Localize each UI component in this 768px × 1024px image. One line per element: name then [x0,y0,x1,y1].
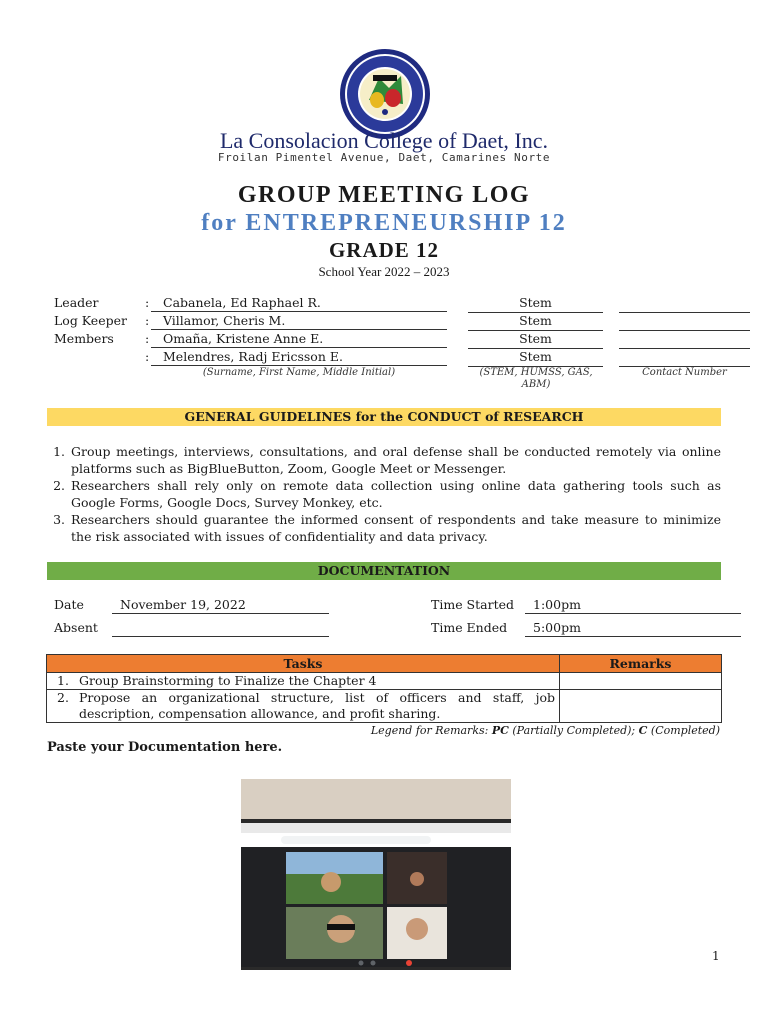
member-name-field[interactable]: Melendres, Radj Ericsson E. [151,349,447,366]
grade-title: GRADE 12 [328,238,440,262]
member-contact-field[interactable] [619,313,750,331]
table-row [47,690,722,723]
guidelines-heading: GENERAL GUIDELINES for the CONDUCT of RESEARCH [47,408,721,426]
page-number: 1 [712,949,720,963]
member-contact-field[interactable] [619,295,750,313]
absent-label: Absent [54,620,98,635]
strand-hint: (STEM, HUMSS, GAS, ABM) [479,367,593,390]
remarks-legend [371,724,720,737]
member-name-field[interactable]: Omaña, Kristene Anne E. [151,331,447,348]
subject-title: for ENTREPRENEURSHIP 12 [201,210,567,236]
legend-prefix: Legend for Remarks: [370,724,492,737]
form-title: GROUP MEETING LOG [237,182,531,208]
time-ended-label: Time Ended [431,620,508,635]
paste-documentation-label: Paste your Documentation here. [47,740,283,755]
table-row [47,673,722,690]
task-text: Group Brainstorming to Finalize the Chapter 4 [79,673,377,688]
time-ended-field[interactable]: 5:00pm [525,620,741,637]
date-field[interactable]: November 19, 2022 [112,597,329,614]
member-name-field[interactable]: Cabanela, Ed Raphael R. [151,295,447,312]
task-number: 1. [57,673,69,688]
remarks-column-header: Remarks [560,655,722,673]
task-cell[interactable] [47,673,560,690]
guidelines-list [47,443,721,545]
documentation-heading: DOCUMENTATION [47,562,721,580]
member-strand-field[interactable]: Stem [468,313,603,331]
role-label: Members [54,331,114,346]
role-label: Log Keeper [54,313,127,328]
date-label: Date [54,597,84,612]
contact-hint: Contact Number [642,367,727,378]
colon: : [145,349,150,364]
school-year: School Year 2022 – 2023 [318,264,450,279]
time-started-field[interactable]: 1:00pm [525,597,741,614]
guideline-item: 2. Researchers shall rely only on remote data collection using online data gathering tools such as Google Forms, Google Docs, Survey Monkey, etc. [69,477,721,511]
member-strand-field[interactable]: Stem [468,349,603,367]
guideline-item: 3. Researchers should guarantee the informed consent of respondents and take measure to minimize the risk associated with issues of confidentiality and data privacy. [69,511,721,545]
college-seal-logo [339,48,431,140]
task-text: Propose an organizational structure, list of officers and staff, job description, compensation allowance, and profit sharing. [79,690,555,721]
colon: : [145,313,150,328]
tasks-table [46,654,722,723]
task-cell[interactable] [47,690,560,723]
tasks-column-header: Tasks [47,655,560,673]
colon: : [145,331,150,346]
meeting-screenshot-photo [241,779,511,970]
remarks-cell[interactable] [560,690,722,723]
member-strand-field[interactable]: Stem [468,331,603,349]
college-address: Froilan Pimentel Avenue, Daet, Camarines Norte [217,151,551,164]
colon: : [145,295,150,310]
absent-field[interactable] [112,620,329,637]
legend-c-desc: (Completed) [647,724,720,737]
role-label: Leader [54,295,99,310]
member-strand-field[interactable]: Stem [468,295,603,313]
time-started-label: Time Started [431,597,514,612]
member-name-field[interactable]: Villamor, Cheris M. [151,313,447,330]
task-number: 2. [57,690,69,705]
college-name: La Consolacion College of Daet, Inc. [219,128,549,153]
legend-pc: PC [491,724,509,737]
legend-pc-desc: (Partially Completed); [508,724,639,737]
member-contact-field[interactable] [619,349,750,367]
name-hint: (Surname, First Name, Middle Initial) [202,367,396,378]
legend-c: C [638,724,648,737]
tasks-header-row [47,655,722,673]
member-contact-field[interactable] [619,331,750,349]
remarks-cell[interactable] [560,673,722,690]
guideline-item: 1. Group meetings, interviews, consultations, and oral defense shall be conducted remotely via online platforms such as BigBlueButton, Zoom, Google Meet or Messenger. [69,443,721,477]
